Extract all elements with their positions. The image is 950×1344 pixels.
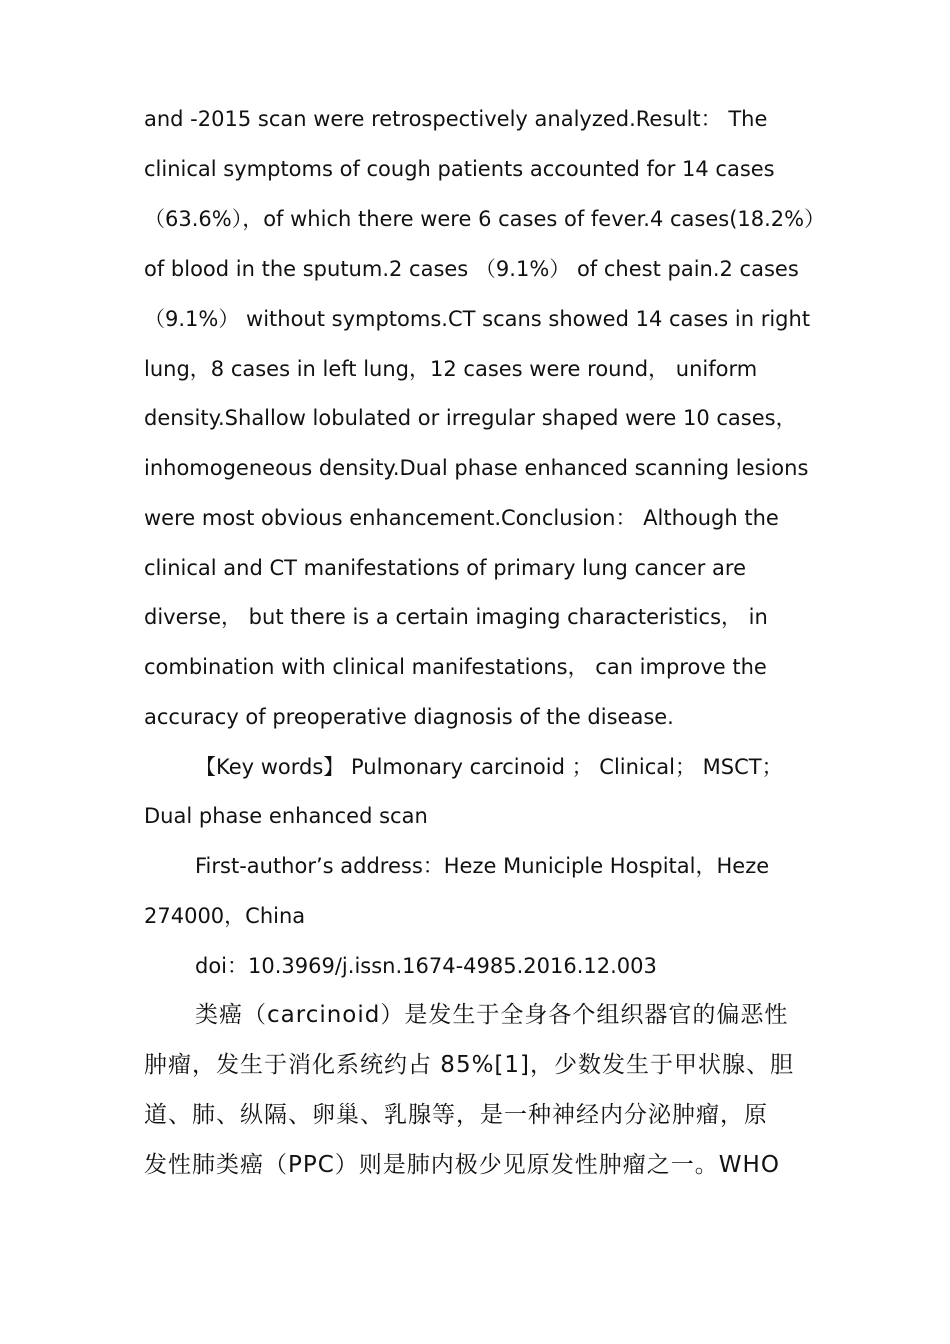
abstract-line: and -2015 scan were retrospectively analyzed.Result： The — [144, 107, 768, 131]
body-paragraph-line: 类癌（carcinoid）是发生于全身各个组织器官的偏恶性 — [195, 1002, 789, 1028]
abstract-line: clinical symptoms of cough patients accounted for 14 cases — [144, 157, 775, 181]
author-address-line: First-author’s address：Heze Municiple Hospital，Heze — [195, 854, 770, 878]
abstract-line: （63.6%），of which there were 6 cases of fever.4 cases(18.2%） — [144, 207, 826, 231]
author-address-line-continued: 274000，China — [144, 904, 306, 928]
body-paragraph-line: 发性肺类癌（PPC）则是肺内极少见原发性肿瘤之一。WHO — [144, 1152, 780, 1178]
abstract-line: diverse， but there is a certain imaging characteristics， in — [144, 605, 768, 629]
abstract-line: inhomogeneous density.Dual phase enhanced scanning lesions — [144, 456, 809, 480]
doi-line: doi：10.3969/j.issn.1674-4985.2016.12.003 — [195, 954, 657, 978]
abstract-line: combination with clinical manifestations， can improve the — [144, 655, 767, 679]
body-paragraph-line: 肿瘤，发生于消化系统约占 85%[1]，少数发生于甲状腺、胆 — [144, 1052, 795, 1078]
abstract-line: were most obvious enhancement.Conclusion： Although the — [144, 506, 779, 530]
abstract-line: （9.1%） without symptoms.CT scans showed 14 cases in right — [144, 307, 811, 331]
abstract-line: density.Shallow lobulated or irregular shaped were 10 cases， — [144, 406, 797, 430]
abstract-line: lung，8 cases in left lung，12 cases were round， uniform — [144, 357, 758, 381]
keywords-line: 【Key words】 Pulmonary carcinoid ； Clinical； MSCT； — [195, 755, 783, 779]
keywords-line-continued: Dual phase enhanced scan — [144, 804, 428, 828]
abstract-line: clinical and CT manifestations of primary lung cancer are — [144, 556, 746, 580]
body-paragraph-line: 道、肺、纵隔、卵巢、乳腺等，是一种神经内分泌肿瘤，原 — [144, 1102, 768, 1128]
abstract-line: of blood in the sputum.2 cases （9.1%） of chest pain.2 cases — [144, 257, 799, 281]
abstract-line: accuracy of preoperative diagnosis of the disease. — [144, 705, 674, 729]
